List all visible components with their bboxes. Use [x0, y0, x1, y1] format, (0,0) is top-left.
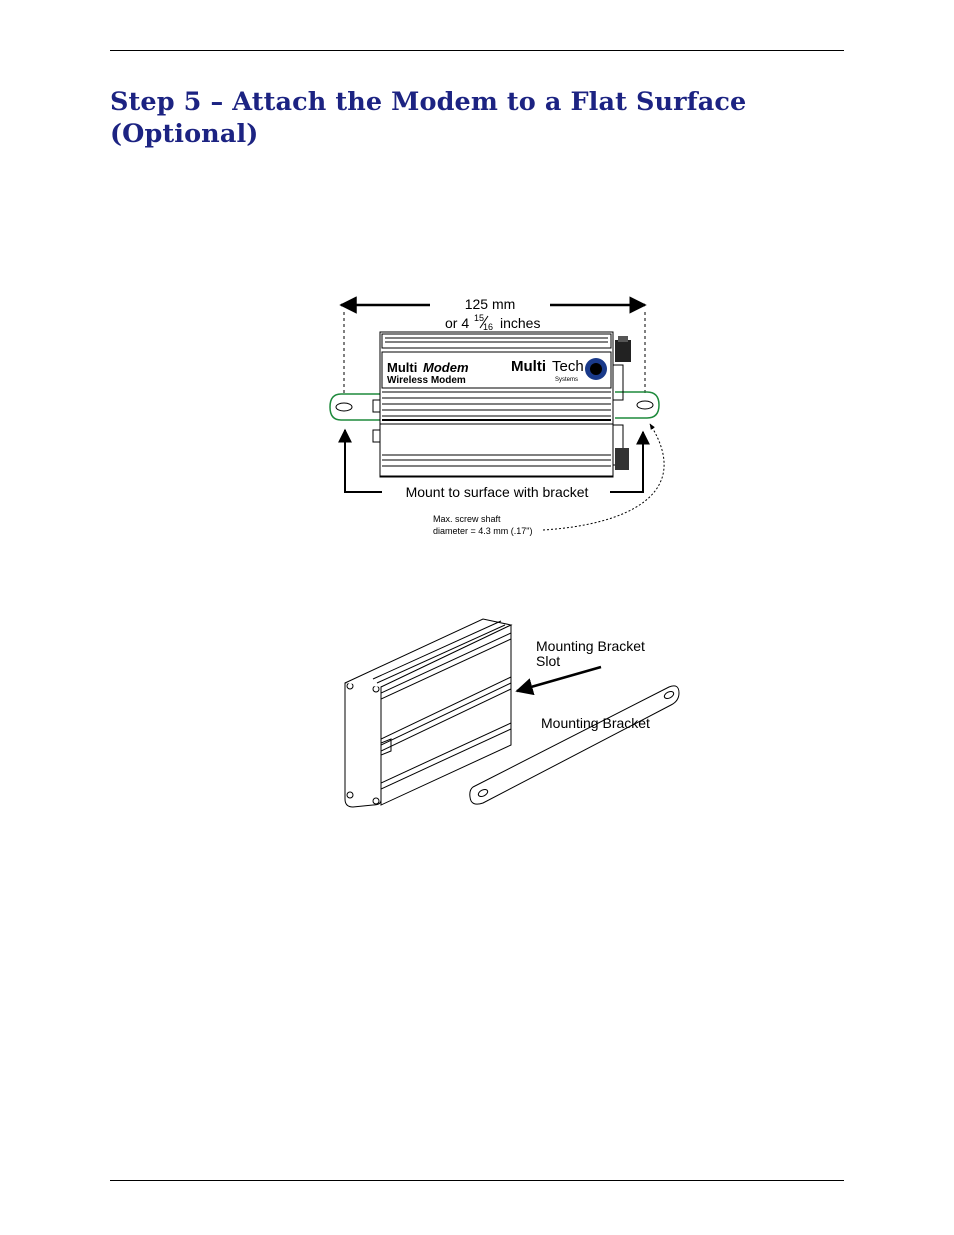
heading-line-1: Step 5 – Attach the Modem to a Flat Surface — [110, 87, 747, 117]
dimension-imperial-suffix: inches — [500, 315, 541, 331]
mounting-bracket-label: Mounting Bracket — [541, 715, 650, 731]
mount-caption: Mount to surface with bracket — [405, 484, 589, 500]
dimension-metric-label: 125 mm — [464, 296, 516, 312]
svg-text:Tech: Tech — [552, 358, 584, 375]
modem-body — [373, 332, 623, 477]
bracket-slot-label-line-1: Mounting Bracket — [536, 638, 645, 654]
dimension-imperial-prefix: or 4 — [445, 315, 470, 331]
modem-front-diagram — [325, 290, 665, 540]
mounting-bracket-left — [330, 394, 382, 420]
product-line-text: Wireless Modem — [387, 375, 466, 386]
screw-note-line-2: diameter = 4.3 mm (.17") — [433, 526, 533, 536]
screw-note-line-1: Max. screw shaft — [433, 514, 501, 524]
page-heading — [110, 86, 850, 150]
modem-isometric-body — [345, 619, 511, 807]
mount-arrow-left — [345, 430, 382, 492]
header-rule — [110, 50, 844, 51]
heading-line-2: (Optional) — [110, 119, 259, 149]
brand-multi-text: Multi — [387, 360, 418, 375]
dimension-fraction-numerator: 15 — [474, 313, 485, 323]
bracket-slot-arrow — [517, 667, 601, 691]
bracket-slot-label-line-2: Slot — [536, 653, 561, 669]
dimension-fraction-denominator: 16 — [483, 322, 494, 332]
antenna-connector — [615, 336, 631, 362]
modem-isometric-diagram — [333, 615, 683, 815]
footer-rule — [110, 1180, 844, 1181]
svg-text:Systems: Systems — [555, 377, 579, 383]
mounting-bracket-right — [615, 392, 659, 418]
svg-text:Multi: Multi — [511, 358, 546, 375]
brand-modem-text: Modem — [423, 360, 469, 375]
power-connector — [615, 448, 629, 470]
